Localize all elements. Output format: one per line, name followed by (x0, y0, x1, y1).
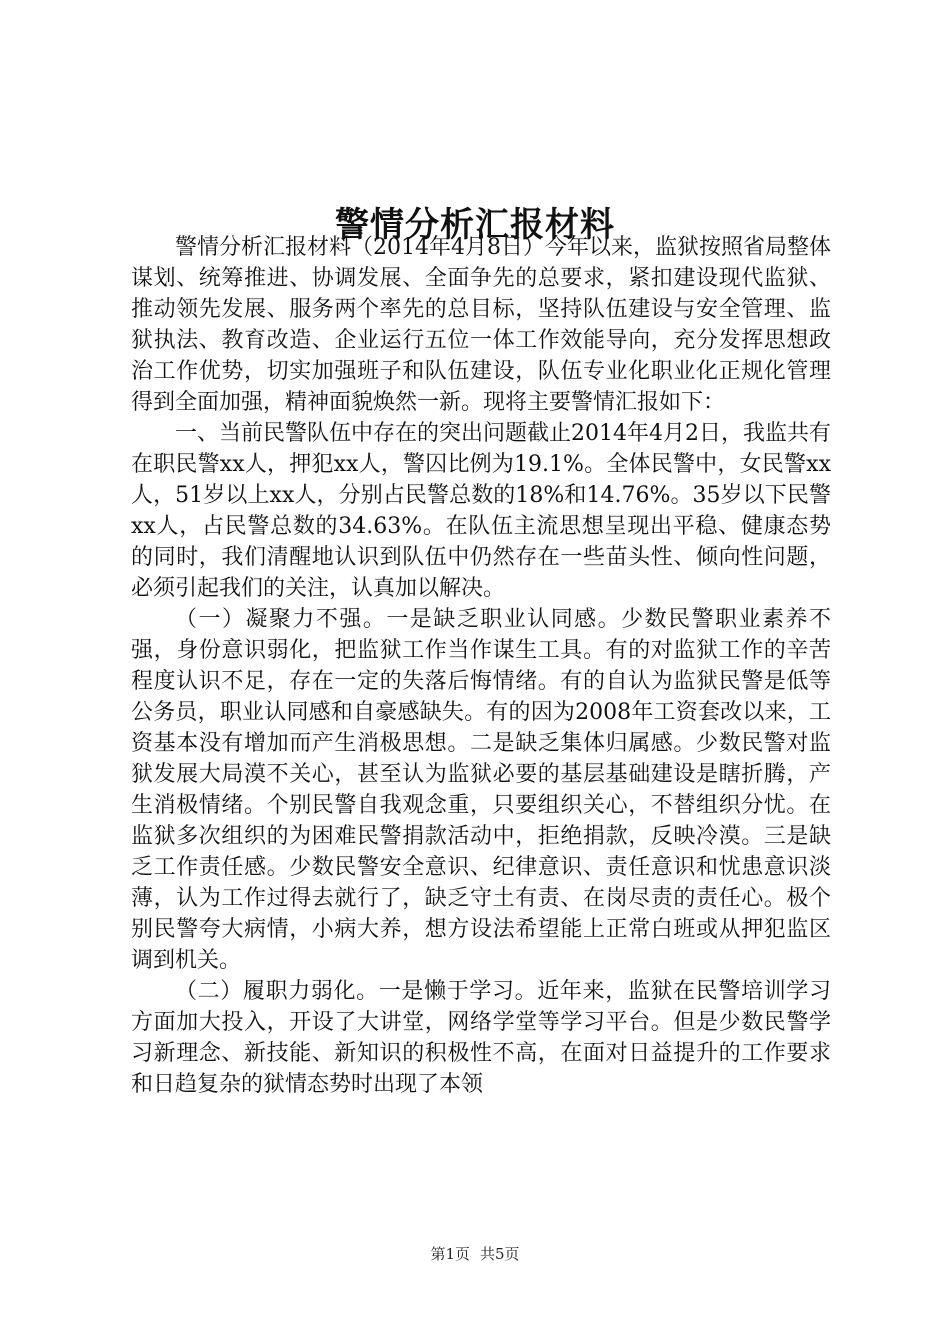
paragraph-cohesion: （一）凝聚力不强。一是缺乏职业认同感。少数民警职业素养不强，身份意识弱化，把监狱工作当作谋生工具。有的对监狱工作的辛苦程度认识不足，存在一定的失落后悔情绪。有的自认为监狱民警是低等公务员，职业认同感和自豪感缺失。有的因为2008年工资套改以来，工资基本没有增加而产生消极思想。二是缺乏集体归属感。少数民警对监狱发展大局漠不关心，甚至认为监狱必要的基层基础建设是瞎折腾，产生消极情绪。个别民警自我观念重，只要组织关心，不替组织分忧。在监狱多次组织的为困难民警捐款活动中，拒绝捐款，反映冷漠。三是缺乏工作责任感。少数民警安全意识、纪律意识、责任意识和忧患意识淡薄，认为工作过得去就行了，缺乏守土有责、在岗尽责的责任心。极个别民警夸大病情，小病大养，想方设法希望能上正常白班或从押犯监区调到机关。 (131, 607, 831, 973)
page-footer (0, 1244, 950, 1264)
paragraph-duty: （二）履职力弱化。一是懒于学习。近年来，监狱在民警培训学习方面加大投入，开设了大讲堂，网络学堂等学习平台。但是少数民警学习新理念、新技能、新知识的积极性不高，在面对日益提升的工作要求和日趋复杂的狱情态势时出现了本领 (131, 979, 831, 1097)
paragraph-intro: 警情分析汇报材料（2014年4月8日）今年以来，监狱按照省局整体谋划、统筹推进、协调发展、全面争先的总要求，紧扣建设现代监狱、推动领先发展、服务两个率先的总目标，坚持队伍建设与安全管理、监狱执法、教育改造、企业运行五位一体工作效能导向，充分发挥思想政治工作优势，切实加强班子和队伍建设，队伍专业化职业化正规化管理得到全面加强，精神面貌焕然一新。现将主要警情汇报如下： (131, 235, 831, 415)
paragraph-section-one: 一、当前民警队伍中存在的突出问题截止2014年4月2日，我监共有在职民警xx人，押犯xx人，警囚比例为19.1%。全体民警中，女民警xx人，51岁以上xx人，分别占民警总数的18%和14.76%。35岁以下民警xx人，占民警总数的34.63%。在队伍主流思想呈现出平稳、健康态势的同时，我们清醒地认识到队伍中仍然存在一些苗头性、倾向性问题，必须引起我们的关注，认真加以解决。 (131, 421, 831, 601)
document-title: 警情分析汇报材料 (335, 204, 615, 245)
document-body (131, 232, 831, 1100)
page-total: 共5页 (480, 1245, 520, 1263)
page-number: 第1页 (430, 1245, 470, 1263)
